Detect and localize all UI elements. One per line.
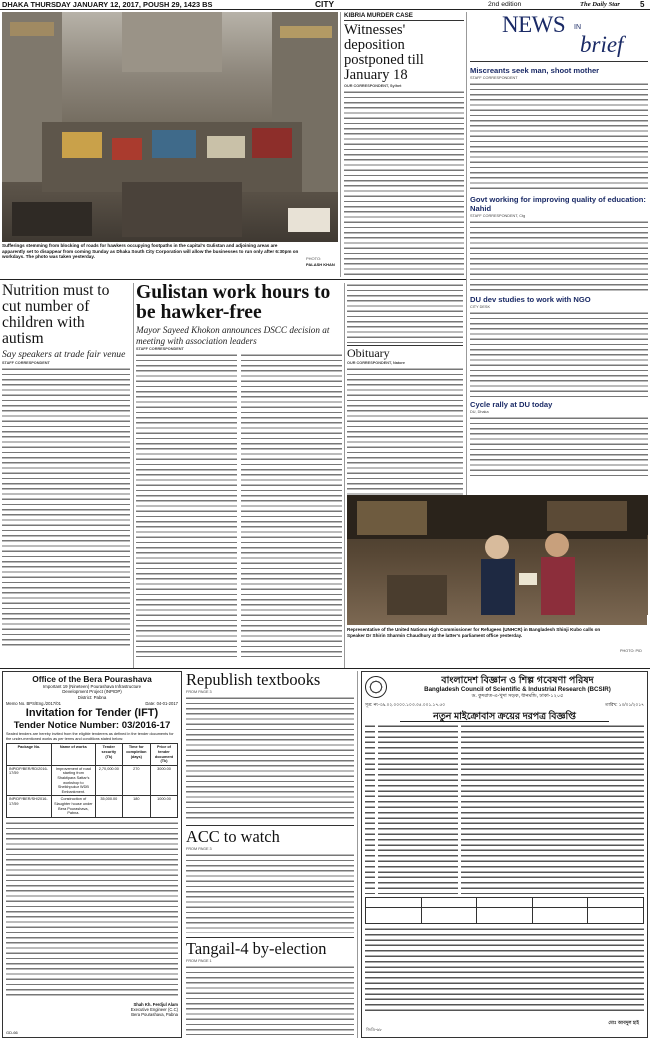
bcsir-conditions: [365, 927, 644, 1013]
signature-title-1: Executive Engineer (C.C): [130, 1006, 178, 1012]
tender-date: Date: 04-01-2017: [145, 701, 178, 707]
cell: 35,000.00: [95, 796, 122, 817]
bcsir-org-bn: বাংলাদেশ বিজ্ঞান ও শিল্প গবেষণা পরিষদ: [441, 675, 594, 686]
col-works: Name of works: [51, 744, 95, 765]
cell: 1000.00: [150, 796, 177, 817]
photo-caption: Sufferings stemming from blocking of roads for hawkers occupying footpaths in the capital's Gulistan and adjoining areas are apparently set to disappear from coming Sunday as Dhaka South City Corporation will allow the businesses to run only after 6:30pm on workdays. The photo was taken yesterday.: [2, 243, 299, 260]
unhcr-photo-wide: [347, 495, 647, 625]
cell: 180: [122, 796, 150, 817]
tender-intro: Sealed tenders are hereby invited from the eligible tenderers as defined in the tender documents for the under-mentioned works as per terms and conditions stated below:: [6, 732, 174, 741]
masthead: [0, 0, 650, 10]
tender-notice: [2, 671, 182, 1038]
body-col-2: [241, 353, 342, 657]
headline: Gulistan work hours to be hawker-free: [136, 283, 331, 323]
brief-body-2: [470, 220, 648, 292]
brief-title-small: IN: [574, 24, 581, 31]
body-col-1: [136, 353, 237, 657]
headline: Witnesses' deposition postponed till January 18: [344, 22, 424, 83]
brief-headline-4: Cycle rally at DU today: [470, 400, 553, 409]
signature-name: Shah Kh. Ferdjul Alam: [133, 1001, 178, 1007]
tender-line-1: Important 19 (Nineteen) Pourashava Infrastructure: [42, 684, 142, 689]
bcsir-footer-code: জিডি-৬৮: [366, 1027, 383, 1032]
tender-office: Office of the Bera Pourashava: [32, 674, 152, 684]
masthead-date: DHAKA THURSDAY JANUARY 12, 2017, POUSH 29, 1423 BS: [2, 0, 213, 9]
unhcr-caption: Representative of the United Nations High Commissioner for Refugees (UNHCR) in Bangladesh Shinji Kubo calls on Speaker Dr Shirin Sharmin Chaudhury at the latter's parliament office yesterday.: [347, 627, 601, 638]
tangail-headline: Tangail-4 by-election: [186, 939, 327, 958]
acc-body: [186, 853, 354, 933]
cell: INPIDP/BER/RD/2016-17/59: [7, 765, 52, 796]
brief-body-1: [470, 82, 648, 192]
cell: 2,70,000.00: [95, 765, 122, 796]
table-row: [7, 765, 178, 796]
cell: 270: [122, 765, 150, 796]
masthead-edition: 2nd edition: [488, 1, 522, 8]
news-in-brief: [470, 12, 648, 557]
brief-headline-2: Govt working for improving quality of education: Nahid: [470, 195, 646, 213]
gulistan-story: [136, 283, 342, 667]
street-scene-illustration: [2, 12, 338, 242]
kicker: KIBRIA MURDER CASE: [344, 12, 464, 21]
bcsir-address: ড. কুদরাত-এ-খুদা সড়ক, ধানমন্ডি, ঢাকা-১২০৫: [471, 693, 564, 700]
meeting-scene: [347, 495, 647, 625]
col-price: Price of tender document (Tk): [150, 744, 177, 765]
subhead: Mayor Sayeed Khokon announces DSCC decision at meeting with association leaders: [136, 325, 330, 346]
republish-body: [186, 696, 354, 821]
bcsir-org-en: Bangladesh Council of Scientific & Industrial Research (BCSIR): [424, 686, 611, 693]
brief-byline-3: CITY DESK: [470, 305, 490, 309]
tender-table: [6, 743, 178, 817]
obituary-title: Obituary: [347, 345, 463, 360]
body-text: [344, 90, 464, 278]
street-photo: [2, 12, 338, 242]
tender-terms: [6, 821, 178, 999]
obituary-byline: OUR CORRESPONDENT, Natore: [347, 361, 406, 365]
republish-headline: Republish textbooks: [186, 671, 321, 689]
bcsir-memo: সূত্র: নং-৩৯.০২.০০০০.১০৩.৩৫.০০১.১৭.৫০: [365, 702, 446, 708]
byline: OUR CORRESPONDENT, Sylhet: [344, 84, 402, 88]
col-package: Package No.: [7, 744, 52, 765]
bcsir-title: নতুন মাইক্রোবাস ক্রয়ের দরপত্র বিজ্ঞপ্তি: [400, 710, 609, 722]
tender-memo: Memo No. BPS/Eng./2017/01: [6, 701, 61, 707]
body-text: [2, 367, 130, 649]
cell: 3000.00: [150, 765, 177, 796]
byline: STAFF CORRESPONDENT: [2, 361, 50, 365]
brief-byline-4: DU, Dhaka: [470, 410, 489, 414]
subhead: Say speakers at trade fair venue: [2, 349, 126, 360]
tender-line-3: District: Pabna: [77, 694, 107, 700]
tender-title: Invitation for Tender (IFT): [25, 707, 159, 720]
table-row: [7, 796, 178, 817]
brief-headline-3: DU dev studies to work with NGO: [470, 295, 591, 304]
tender-code: GD-66: [6, 1030, 18, 1035]
republish-byline: FROM PAGE 3: [186, 690, 212, 694]
tangail-byline: FROM PAGE 1: [186, 959, 212, 963]
photo-credit-label: PHOTO:: [306, 256, 322, 261]
byline: STAFF CORRESPONDENT: [136, 347, 184, 351]
brief-title: [470, 12, 648, 62]
brief-title-big: NEWS: [502, 12, 566, 37]
cell: Improvement of road starting from Shaktipara Sattar's workshop to Sheikhpukur WDB Embankment.: [51, 765, 95, 796]
acc-byline: FROM PAGE 3: [186, 847, 212, 851]
brief-byline-2: STAFF CORRESPONDENT, Ctg: [470, 214, 526, 218]
cell: INPIDP/BER/SH/2016-17/59: [7, 796, 52, 817]
acc-headline: ACC to watch: [186, 827, 280, 846]
bcsir-logo: [365, 676, 387, 698]
bcsir-signature: মোঃ আবদুল হাই: [608, 1020, 639, 1025]
tangail-body: [186, 965, 354, 1035]
signature-title-2: Bera Pourashava, Pabna: [131, 1012, 178, 1018]
brief-body-3: [470, 311, 648, 397]
tender-number: Tender Notice Number: 03/2016-17: [13, 720, 171, 732]
photo-credit-name: PALASH KHAN: [306, 262, 335, 267]
continuation-column: [186, 671, 354, 1038]
col-security: Tender security (Tk): [95, 744, 122, 765]
unhcr-credit: PHOTO: PID: [620, 649, 642, 653]
brief-headline-1: Miscreants seek man, shoot mother: [470, 66, 600, 75]
bcsir-items: [365, 724, 644, 894]
bcsir-notice: [361, 671, 648, 1038]
brief-body-4: [470, 416, 648, 478]
masthead-paper: The Daily Star: [580, 1, 620, 8]
cell: Construction of Slaughter house under Bera Pourashava, Pabna.: [51, 796, 95, 817]
masthead-section: CITY: [315, 0, 335, 9]
bcsir-date: তারিখ: ১০/০১/২০১৭: [605, 702, 644, 708]
brief-title-script: brief: [580, 32, 624, 57]
brief-byline-1: STAFF CORRESPONDENT: [470, 76, 518, 80]
kibria-story: [344, 12, 464, 278]
masthead-page: 5: [640, 0, 645, 9]
bcsir-table: [365, 897, 644, 924]
autism-story: [2, 283, 130, 667]
col-time: Time for completion (days): [122, 744, 150, 765]
tender-line-2: Development Project (INPIDP): [62, 689, 122, 695]
headline: Nutrition must to cut number of children with autism: [2, 283, 110, 347]
